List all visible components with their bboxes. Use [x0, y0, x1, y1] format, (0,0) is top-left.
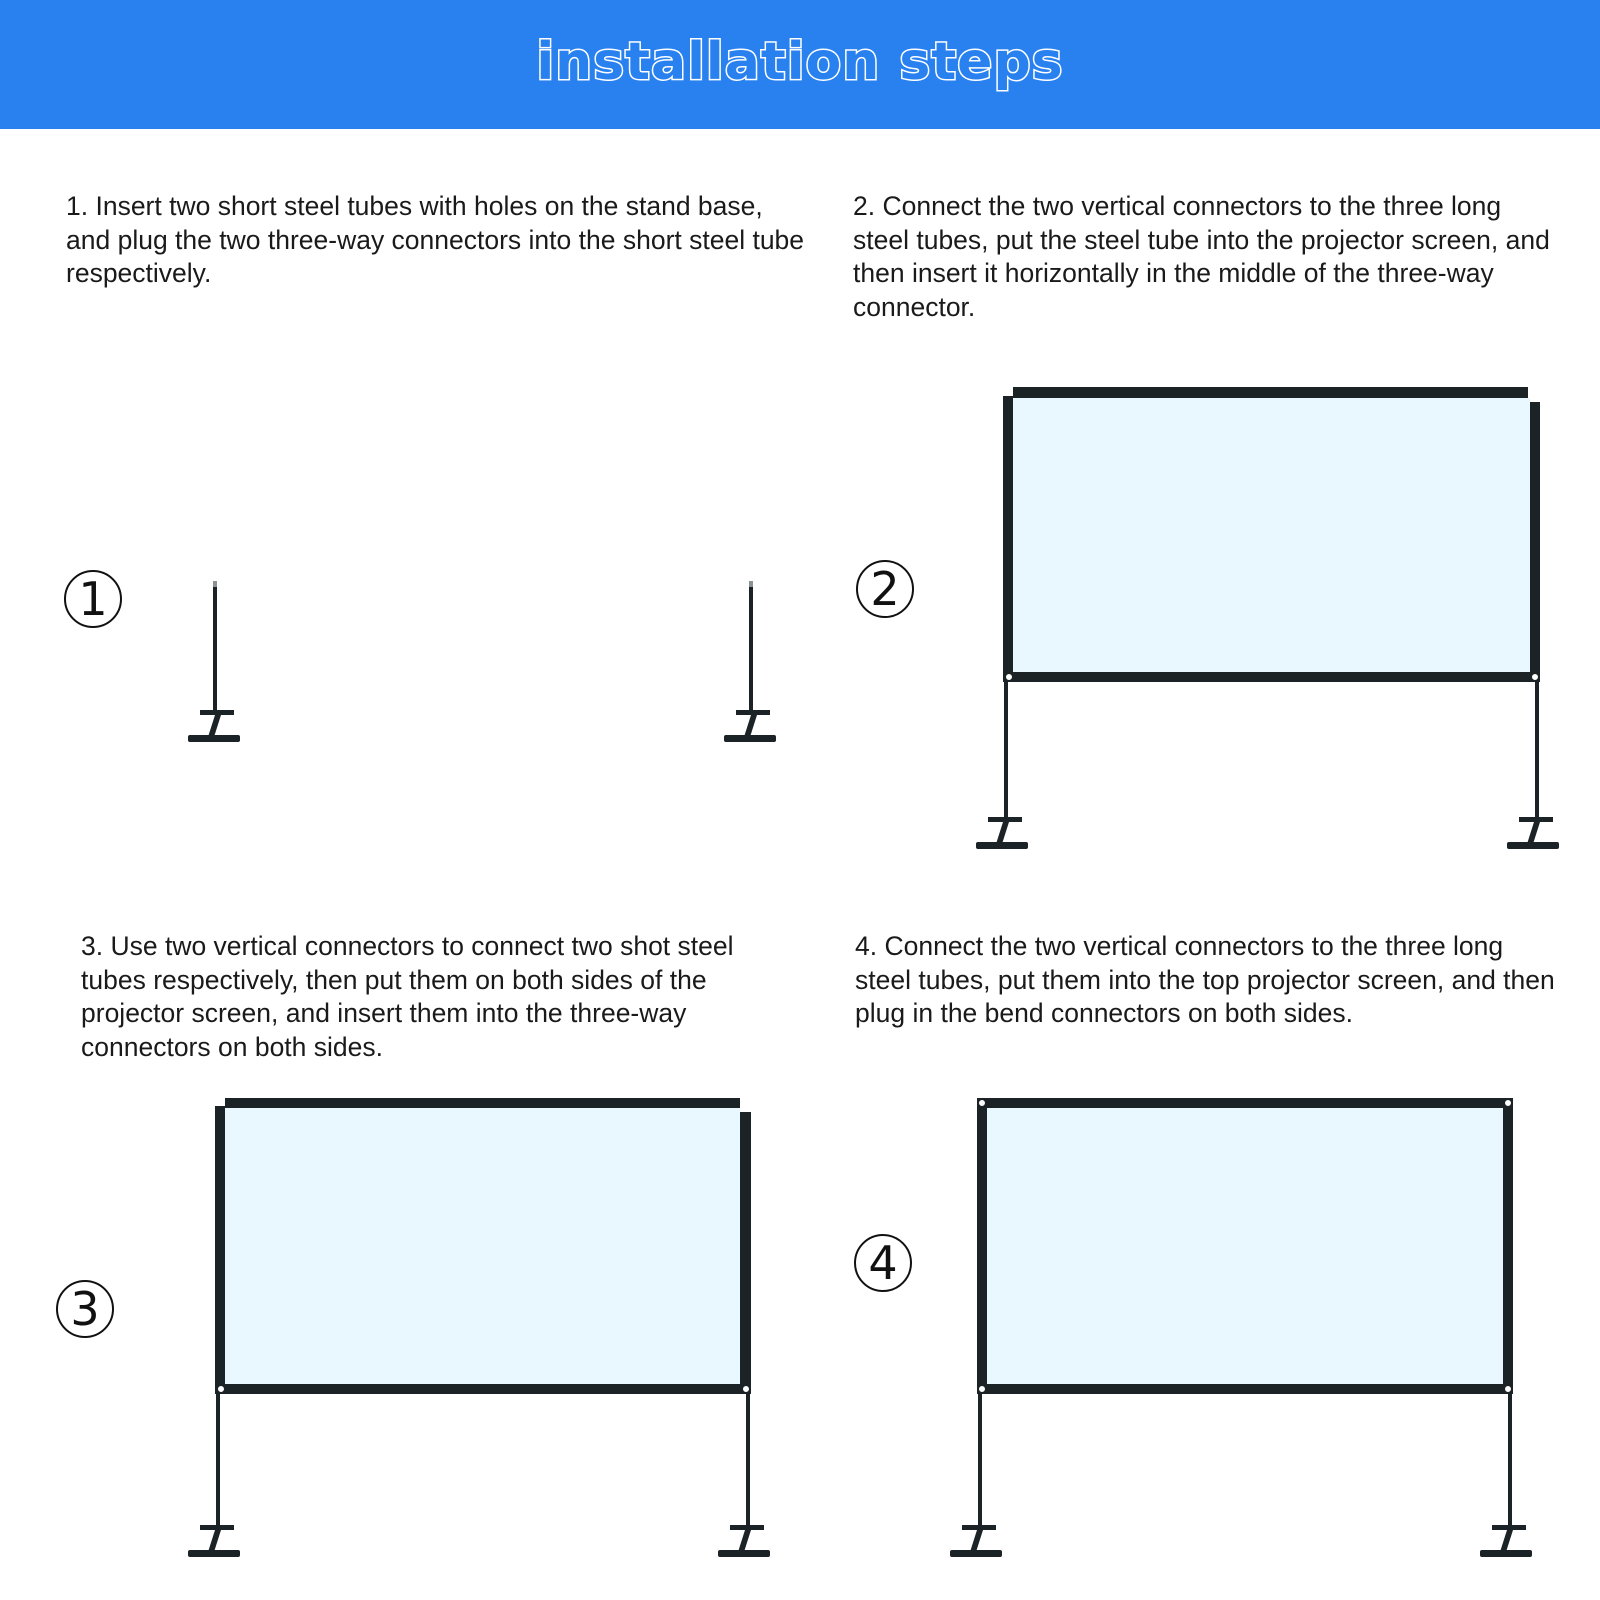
left-side-tube	[215, 1106, 225, 1388]
step-1-illustration	[188, 581, 776, 742]
left-leg	[978, 1394, 982, 1528]
step-2-illustration	[976, 387, 1559, 849]
step-3-instruction: 3. Use two vertical connectors to connect two shot steel tubes respectively, then put them on both sides of the projector screen, and insert them into the three-way connectors on both sides.	[81, 931, 734, 1062]
screen-left-edge	[1003, 396, 1013, 676]
screen-bottom-edge	[215, 1384, 751, 1394]
step-4-illustration	[950, 1098, 1532, 1557]
right-side-tube	[1503, 1098, 1513, 1394]
step-2-number-badge: 2	[856, 560, 914, 618]
step-2-instruction: 2. Connect the two vertical connectors to the three long steel tubes, put the steel tube into the projector screen, and then insert it horizontally in the middle of the three-way connector.	[853, 191, 1550, 322]
top-steel-tube	[977, 1098, 1512, 1108]
right-leg	[1535, 682, 1539, 820]
right-side-tube	[740, 1112, 751, 1388]
screen-bottom-edge	[977, 1384, 1513, 1394]
step-4-instruction: 4. Connect the two vertical connectors to the three long steel tubes, put them into the top projector screen, and then plug in the bend connectors on both sides.	[855, 931, 1555, 1028]
left-leg	[216, 1394, 220, 1528]
left-side-tube	[977, 1098, 987, 1394]
top-steel-tube	[225, 1098, 740, 1108]
right-leg	[1508, 1394, 1512, 1528]
bend-connector-right	[1504, 1099, 1512, 1107]
left-leg	[1004, 682, 1008, 820]
left-short-stand	[188, 581, 240, 742]
step-1-number-badge: 1	[64, 570, 122, 628]
step-3-illustration	[188, 1098, 770, 1557]
step-1-instruction: 1. Insert two short steel tubes with holes on the stand base, and plug the two three-way connectors into the short steel tube respectively.	[66, 191, 805, 288]
screen-right-edge	[1530, 402, 1540, 676]
projector-screen	[1011, 398, 1530, 676]
page-title: installation steps	[536, 31, 1064, 92]
top-steel-tube	[1013, 387, 1528, 398]
bend-connector-left	[978, 1099, 986, 1107]
step-4-number-badge: 4	[854, 1234, 912, 1292]
step-3-number-badge: 3	[56, 1280, 114, 1338]
projector-screen	[985, 1108, 1503, 1388]
projector-screen	[225, 1108, 740, 1388]
right-leg	[746, 1394, 750, 1528]
right-short-stand	[724, 581, 776, 742]
screen-bottom-edge	[1003, 672, 1540, 682]
